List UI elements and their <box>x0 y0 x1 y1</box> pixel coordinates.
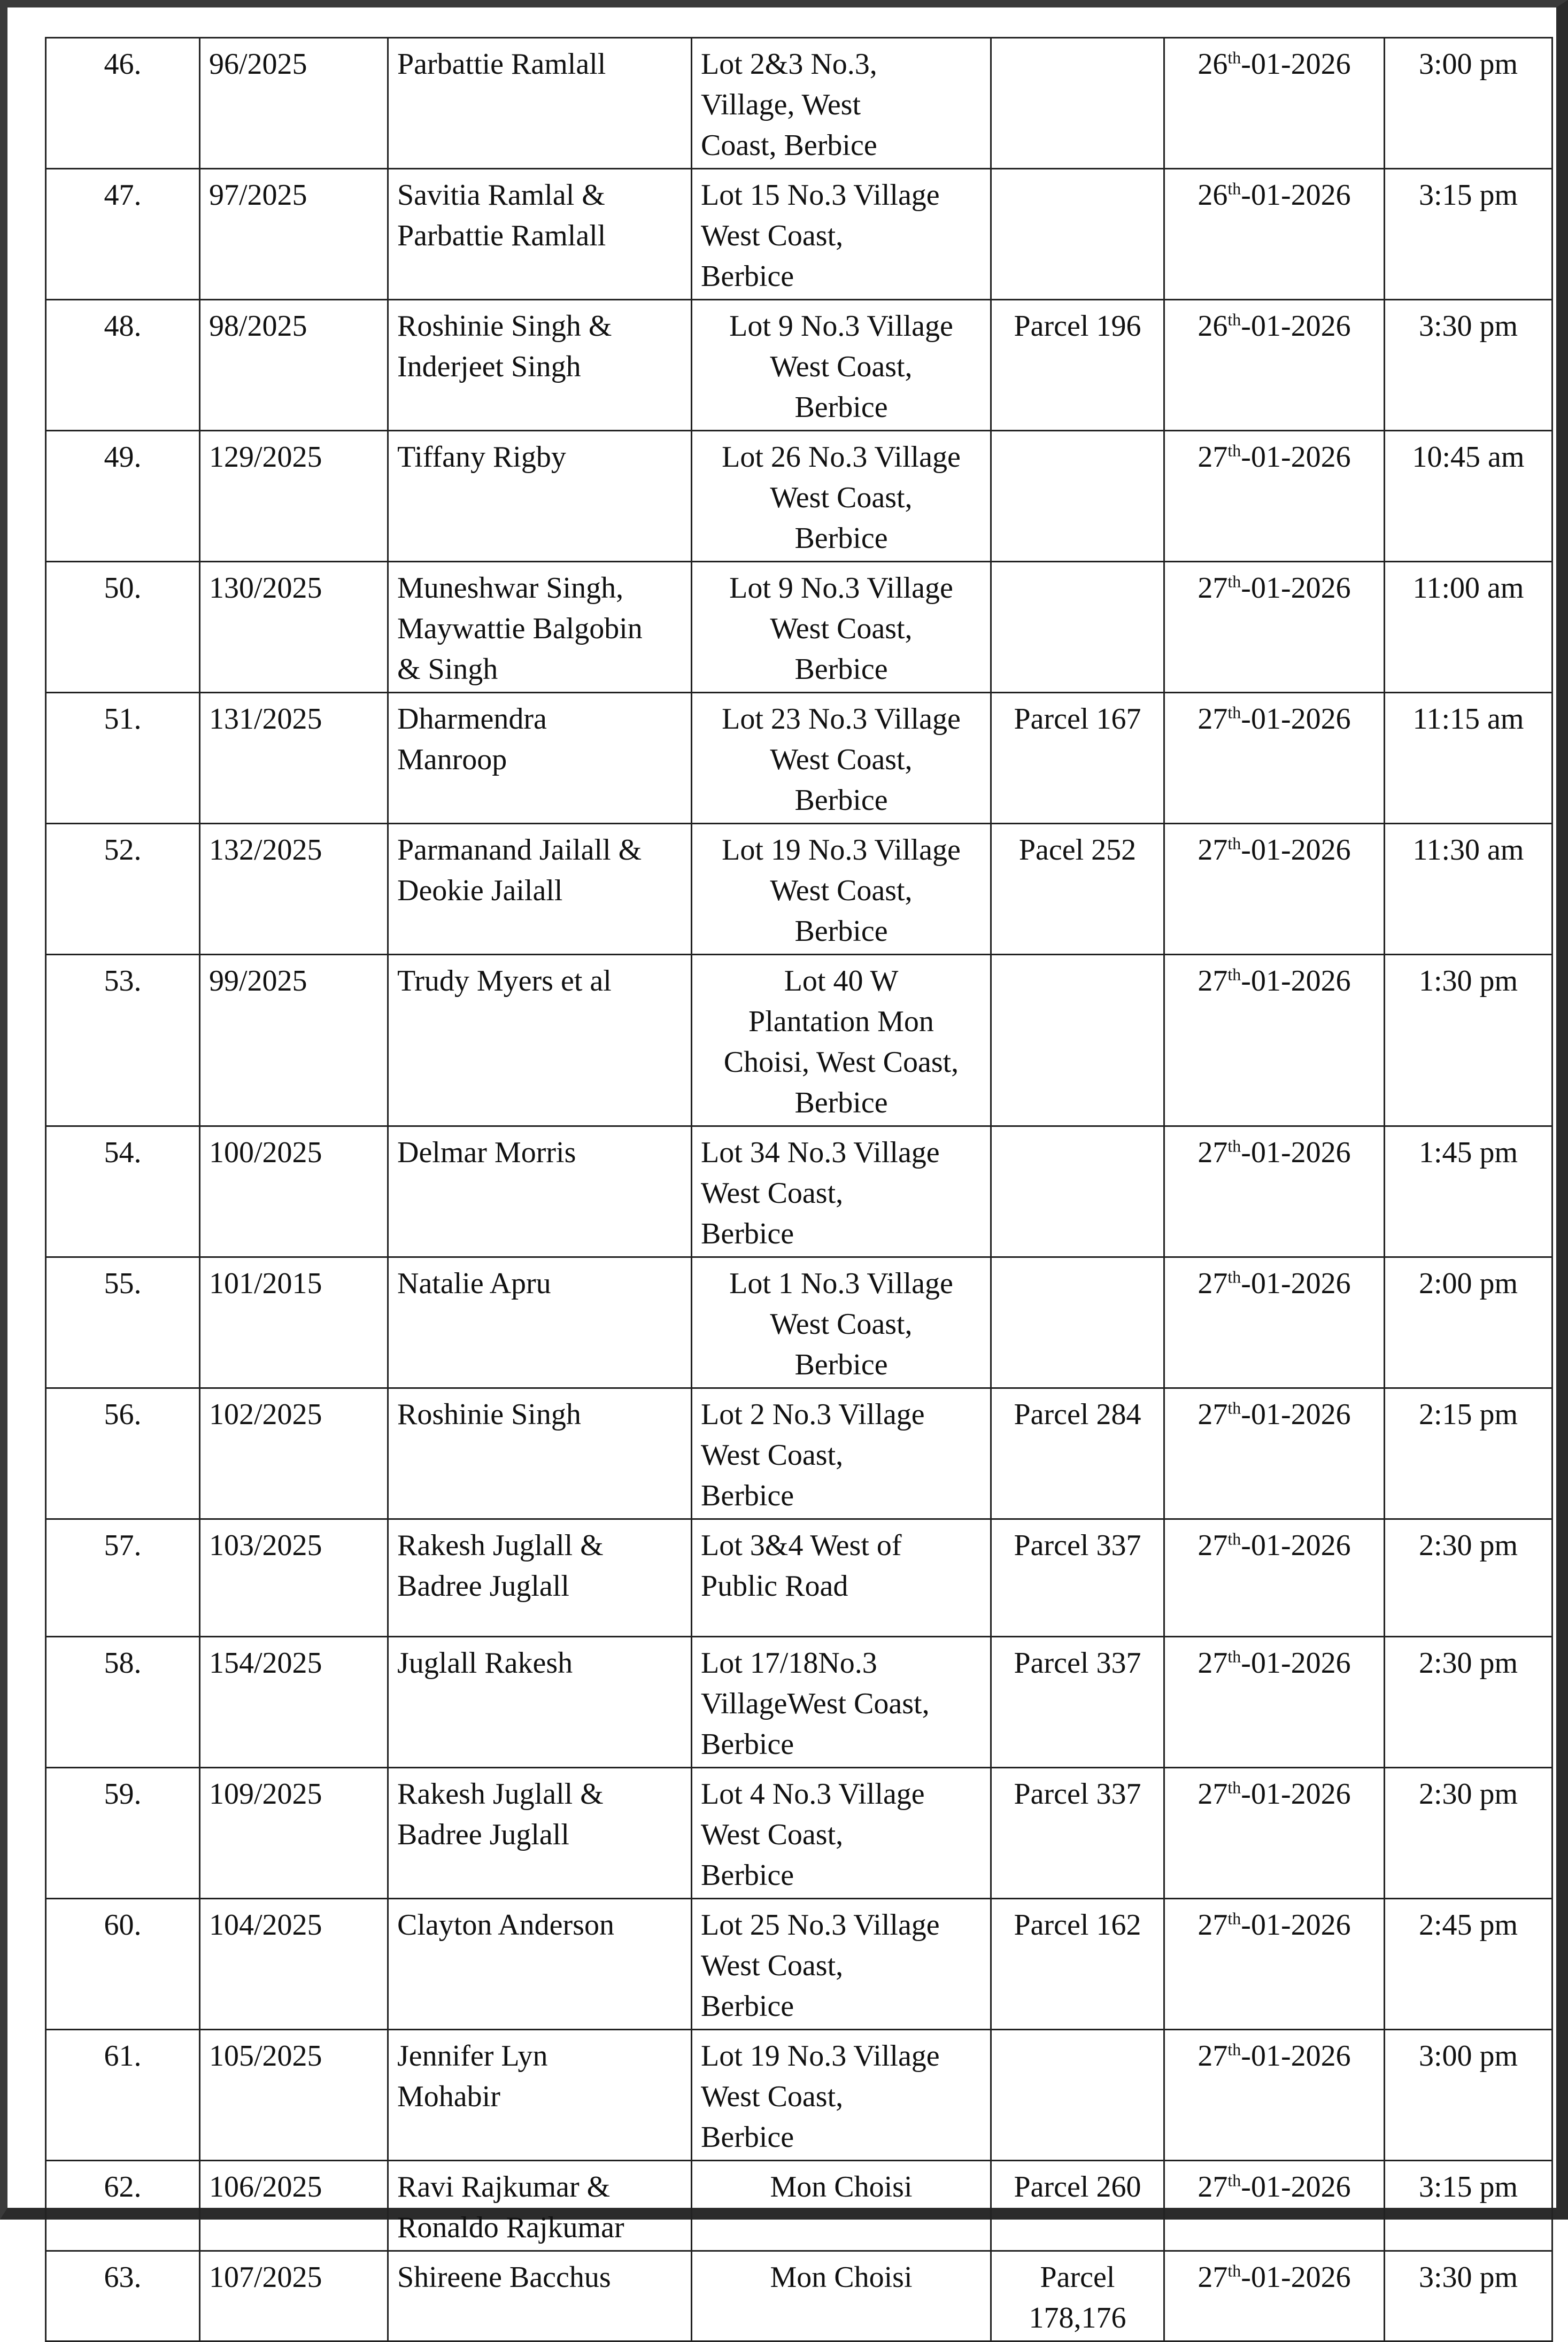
parcel-number <box>991 1899 1164 2030</box>
party-name-line: Tiffany Rigby <box>397 440 566 474</box>
party-name-line: Clayton Anderson <box>397 1908 614 1942</box>
row-number: 48. <box>46 300 200 431</box>
hearing-date <box>1164 1519 1385 1637</box>
property-location-line: Lot 1 No.3 Village <box>729 1267 953 1300</box>
date-ordinal-suffix: th <box>1227 179 1241 198</box>
property-location-line: Lot 19 No.3 Village <box>701 2039 940 2073</box>
party-name-line: Dharmendra <box>397 702 547 736</box>
party-name <box>388 431 692 562</box>
property-location-line: Coast, Berbice <box>701 129 877 162</box>
hearing-date <box>1164 169 1385 300</box>
hearing-time: 2:30 pm <box>1385 1519 1552 1637</box>
parcel-line: Parcel <box>1040 2261 1115 2294</box>
date-ordinal-suffix: th <box>1227 2039 1241 2059</box>
date-day: 27 <box>1198 1647 1228 1680</box>
party-name-line: Maywattie Balgobin <box>397 612 643 645</box>
row-number: 52. <box>46 824 200 955</box>
date-ordinal-suffix: th <box>1227 1777 1241 1797</box>
parcel-line: Parcel 337 <box>1014 1529 1141 1562</box>
property-location-line: Lot 34 No.3 Village <box>701 1136 940 1169</box>
file-number: 98/2025 <box>200 300 388 431</box>
property-location-line: Berbice <box>794 653 888 686</box>
file-number: 103/2025 <box>200 1519 388 1637</box>
party-name <box>388 1126 692 1257</box>
hearing-date <box>1164 1388 1385 1519</box>
date-month-year: -01-2026 <box>1241 702 1351 736</box>
party-name-line: Savitia Ramlal & <box>397 179 605 212</box>
parcel-number <box>991 1388 1164 1519</box>
property-location <box>692 955 991 1126</box>
row-number: 55. <box>46 1257 200 1388</box>
property-location-line: West Coast, <box>701 219 844 252</box>
hearing-date <box>1164 1126 1385 1257</box>
file-number: 106/2025 <box>200 2161 388 2251</box>
party-name <box>388 955 692 1126</box>
property-location-line: West Coast, <box>701 1818 844 1851</box>
party-name <box>388 1637 692 1768</box>
property-location-line: West Coast, <box>770 350 913 383</box>
property-location-line: Berbice <box>794 915 888 948</box>
property-location <box>692 1388 991 1519</box>
parcel-line: Parcel 337 <box>1014 1777 1141 1811</box>
date-day: 27 <box>1198 1267 1228 1300</box>
date-day: 27 <box>1198 440 1228 474</box>
property-location-line: Lot 2 No.3 Village <box>701 1398 925 1431</box>
property-location <box>692 1126 991 1257</box>
property-location-line: Berbice <box>794 522 888 555</box>
date-ordinal-suffix: th <box>1227 440 1241 460</box>
property-location-line: Lot 40 W <box>784 964 899 998</box>
date-day: 27 <box>1198 1908 1228 1942</box>
property-location-line: Village, West <box>701 88 861 121</box>
property-location <box>692 1257 991 1388</box>
file-number: 102/2025 <box>200 1388 388 1519</box>
date-month-year: -01-2026 <box>1241 179 1351 212</box>
date-month-year: -01-2026 <box>1241 1777 1351 1811</box>
file-number: 99/2025 <box>200 955 388 1126</box>
hearing-schedule-table <box>45 37 1553 2342</box>
parcel-number <box>991 1768 1164 1899</box>
file-number: 107/2025 <box>200 2251 388 2341</box>
date-month-year: -01-2026 <box>1241 2039 1351 2073</box>
row-number: 60. <box>46 1899 200 2030</box>
party-name <box>388 2251 692 2341</box>
date-month-year: -01-2026 <box>1241 571 1351 605</box>
date-ordinal-suffix: th <box>1227 310 1241 329</box>
hearing-date <box>1164 1637 1385 1768</box>
table-row <box>46 38 1552 169</box>
row-number: 57. <box>46 1519 200 1637</box>
property-location-line: West Coast, <box>701 1949 844 1982</box>
table-row <box>46 824 1552 955</box>
property-location-line: Berbice <box>794 784 888 817</box>
property-location-line: Mon Choisi <box>770 2261 913 2294</box>
file-number: 132/2025 <box>200 824 388 955</box>
property-location <box>692 2251 991 2341</box>
property-location-line: Lot 15 No.3 Village <box>701 179 940 212</box>
hearing-time: 3:00 pm <box>1385 2030 1552 2161</box>
date-month-year: -01-2026 <box>1241 1647 1351 1680</box>
parcel-number <box>991 300 1164 431</box>
hearing-date <box>1164 693 1385 824</box>
date-day: 27 <box>1198 702 1228 736</box>
date-month-year: -01-2026 <box>1241 2261 1351 2294</box>
property-location-line: Berbice <box>701 1479 794 1512</box>
party-name <box>388 562 692 693</box>
property-location-line: West Coast, <box>770 1308 913 1341</box>
party-name-line: Juglall Rakesh <box>397 1647 573 1680</box>
file-number: 96/2025 <box>200 38 388 169</box>
property-location-line: Lot 4 No.3 Village <box>701 1777 925 1811</box>
property-location-line: Berbice <box>701 2121 794 2154</box>
property-location-line: Lot 26 No.3 Village <box>722 440 961 474</box>
parcel-line: Parcel 196 <box>1014 310 1141 343</box>
property-location-line: Choisi, West Coast, <box>723 1046 959 1079</box>
table-row <box>46 1126 1552 1257</box>
file-number: 109/2025 <box>200 1768 388 1899</box>
property-location-line: West Coast, <box>701 1439 844 1472</box>
hearing-time: 11:30 am <box>1385 824 1552 955</box>
party-name-line: Parbattie Ramlall <box>397 219 606 252</box>
party-name <box>388 38 692 169</box>
property-location <box>692 1768 991 1899</box>
party-name-line: Deokie Jailall <box>397 874 563 907</box>
hearing-date <box>1164 300 1385 431</box>
party-name-line: Mohabir <box>397 2080 500 2113</box>
date-month-year: -01-2026 <box>1241 1136 1351 1169</box>
property-location <box>692 2030 991 2161</box>
property-location <box>692 1519 991 1637</box>
hearing-date <box>1164 2161 1385 2251</box>
parcel-line: Parcel 260 <box>1014 2170 1141 2204</box>
date-day: 27 <box>1198 2170 1228 2204</box>
party-name-line: Badree Juglall <box>397 1818 569 1851</box>
party-name <box>388 2030 692 2161</box>
table-row <box>46 1637 1552 1768</box>
property-location-line: West Coast, <box>701 1177 844 1210</box>
date-day: 27 <box>1198 2039 1228 2073</box>
date-ordinal-suffix: th <box>1227 1136 1241 1156</box>
table-row <box>46 2161 1552 2251</box>
party-name-line: Shireene Bacchus <box>397 2261 611 2294</box>
file-number: 130/2025 <box>200 562 388 693</box>
hearing-time: 3:30 pm <box>1385 300 1552 431</box>
party-name-line: Ravi Rajkumar & <box>397 2170 611 2204</box>
row-number: 58. <box>46 1637 200 1768</box>
party-name-line: Roshinie Singh & <box>397 310 612 343</box>
hearing-time: 11:15 am <box>1385 693 1552 824</box>
date-month-year: -01-2026 <box>1241 1267 1351 1300</box>
date-ordinal-suffix: th <box>1227 964 1241 984</box>
date-month-year: -01-2026 <box>1241 440 1351 474</box>
table-row <box>46 300 1552 431</box>
hearing-time: 1:45 pm <box>1385 1126 1552 1257</box>
parcel-line: Parcel 162 <box>1014 1908 1141 1942</box>
hearing-date <box>1164 38 1385 169</box>
table-row <box>46 562 1552 693</box>
table-row <box>46 2030 1552 2161</box>
property-location <box>692 2161 991 2251</box>
parcel-line: Parcel 337 <box>1014 1647 1141 1680</box>
date-day: 27 <box>1198 1398 1228 1431</box>
table-body <box>46 38 1552 2341</box>
file-number: 104/2025 <box>200 1899 388 2030</box>
date-ordinal-suffix: th <box>1227 1398 1241 1418</box>
hearing-time: 2:30 pm <box>1385 1637 1552 1768</box>
file-number: 131/2025 <box>200 693 388 824</box>
party-name-line: Jennifer Lyn <box>397 2039 548 2073</box>
hearing-time: 3:30 pm <box>1385 2251 1552 2341</box>
row-number: 49. <box>46 431 200 562</box>
party-name-line: Badree Juglall <box>397 1570 569 1603</box>
hearing-time: 3:15 pm <box>1385 2161 1552 2251</box>
date-day: 27 <box>1198 2261 1228 2294</box>
party-name-line: Ronaldo Rajkumar <box>397 2211 624 2244</box>
party-name <box>388 2161 692 2251</box>
parcel-number <box>991 169 1164 300</box>
hearing-time: 10:45 am <box>1385 431 1552 562</box>
property-location-line: Lot 3&4 West of <box>701 1529 902 1562</box>
date-ordinal-suffix: th <box>1227 2170 1241 2190</box>
party-name-line: Inderjeet Singh <box>397 350 581 383</box>
row-number: 54. <box>46 1126 200 1257</box>
property-location-line: Berbice <box>701 260 794 293</box>
row-number: 61. <box>46 2030 200 2161</box>
date-day: 27 <box>1198 964 1228 998</box>
hearing-date <box>1164 955 1385 1126</box>
hearing-date <box>1164 824 1385 955</box>
row-number: 53. <box>46 955 200 1126</box>
table-row <box>46 1899 1552 2030</box>
date-month-year: -01-2026 <box>1241 1398 1351 1431</box>
parcel-number <box>991 955 1164 1126</box>
property-location-line: Berbice <box>701 1728 794 1761</box>
parcel-number <box>991 1519 1164 1637</box>
parcel-number <box>991 1257 1164 1388</box>
property-location <box>692 693 991 824</box>
parcel-number <box>991 431 1164 562</box>
row-number: 51. <box>46 693 200 824</box>
date-ordinal-suffix: th <box>1227 1908 1241 1928</box>
party-name-line: Manroop <box>397 743 507 776</box>
date-day: 27 <box>1198 1136 1228 1169</box>
hearing-time: 1:30 pm <box>1385 955 1552 1126</box>
date-month-year: -01-2026 <box>1241 2170 1351 2204</box>
date-ordinal-suffix: th <box>1227 571 1241 591</box>
file-number: 97/2025 <box>200 169 388 300</box>
table-row <box>46 431 1552 562</box>
hearing-date <box>1164 1899 1385 2030</box>
date-ordinal-suffix: th <box>1227 702 1241 722</box>
table-row <box>46 2251 1552 2341</box>
date-ordinal-suffix: th <box>1227 1267 1241 1287</box>
row-number: 62. <box>46 2161 200 2251</box>
party-name-line: Rakesh Juglall & <box>397 1777 604 1811</box>
party-name-line: Roshinie Singh <box>397 1398 581 1431</box>
hearing-time: 3:00 pm <box>1385 38 1552 169</box>
party-name <box>388 300 692 431</box>
parcel-number <box>991 2030 1164 2161</box>
table-row <box>46 1519 1552 1637</box>
property-location <box>692 1899 991 2030</box>
date-day: 27 <box>1198 833 1228 867</box>
date-day: 26 <box>1198 48 1228 81</box>
party-name <box>388 693 692 824</box>
party-name-line: Delmar Morris <box>397 1136 576 1169</box>
parcel-number <box>991 562 1164 693</box>
party-name <box>388 1257 692 1388</box>
property-location-line: Public Road <box>701 1570 848 1603</box>
property-location <box>692 824 991 955</box>
property-location-line: Lot 17/18No.3 <box>701 1647 877 1680</box>
hearing-date <box>1164 431 1385 562</box>
property-location-line: Lot 2&3 No.3, <box>701 48 877 81</box>
parcel-number <box>991 2161 1164 2251</box>
parcel-line: 178,176 <box>1029 2301 1126 2335</box>
hearing-date <box>1164 1768 1385 1899</box>
property-location-line: Berbice <box>701 1990 794 2023</box>
parcel-number <box>991 2251 1164 2341</box>
party-name-line: Muneshwar Singh, <box>397 571 624 605</box>
party-name-line: Rakesh Juglall & <box>397 1529 604 1562</box>
hearing-time: 2:00 pm <box>1385 1257 1552 1388</box>
date-month-year: -01-2026 <box>1241 310 1351 343</box>
party-name <box>388 1519 692 1637</box>
property-location-line: West Coast, <box>770 743 913 776</box>
parcel-line: Pacel 252 <box>1018 833 1137 867</box>
property-location-line: Plantation Mon <box>748 1005 934 1038</box>
property-location-line: Berbice <box>794 1086 888 1119</box>
date-ordinal-suffix: th <box>1227 833 1241 853</box>
parcel-number <box>991 1637 1164 1768</box>
property-location-line: West Coast, <box>770 612 913 645</box>
date-day: 27 <box>1198 1777 1228 1811</box>
hearing-time: 2:45 pm <box>1385 1899 1552 2030</box>
party-name <box>388 1388 692 1519</box>
hearing-time: 2:15 pm <box>1385 1388 1552 1519</box>
date-day: 27 <box>1198 571 1228 605</box>
file-number: 129/2025 <box>200 431 388 562</box>
row-number: 56. <box>46 1388 200 1519</box>
file-number: 100/2025 <box>200 1126 388 1257</box>
property-location-line: VillageWest Coast, <box>701 1687 930 1720</box>
table-row <box>46 1257 1552 1388</box>
row-number: 59. <box>46 1768 200 1899</box>
date-month-year: -01-2026 <box>1241 833 1351 867</box>
parcel-number <box>991 1126 1164 1257</box>
date-ordinal-suffix: th <box>1227 2261 1241 2281</box>
row-number: 47. <box>46 169 200 300</box>
date-day: 26 <box>1198 179 1228 212</box>
table-row <box>46 169 1552 300</box>
parcel-line: Parcel 167 <box>1014 702 1141 736</box>
property-location-line: Berbice <box>701 1859 794 1892</box>
parcel-line: Parcel 284 <box>1014 1398 1141 1431</box>
file-number: 105/2025 <box>200 2030 388 2161</box>
date-ordinal-suffix: th <box>1227 1647 1241 1666</box>
party-name <box>388 1768 692 1899</box>
property-location-line: West Coast, <box>770 481 913 514</box>
property-location <box>692 431 991 562</box>
date-ordinal-suffix: th <box>1227 48 1241 67</box>
date-ordinal-suffix: th <box>1227 1529 1241 1549</box>
party-name <box>388 1899 692 2030</box>
property-location-line: Lot 25 No.3 Village <box>701 1908 940 1942</box>
date-month-year: -01-2026 <box>1241 1529 1351 1562</box>
property-location-line: Berbice <box>794 1348 888 1381</box>
party-name-line: Trudy Myers et al <box>397 964 612 998</box>
parcel-number <box>991 693 1164 824</box>
date-month-year: -01-2026 <box>1241 964 1351 998</box>
property-location <box>692 38 991 169</box>
party-name-line: & Singh <box>397 653 498 686</box>
date-day: 26 <box>1198 310 1228 343</box>
hearing-time: 3:15 pm <box>1385 169 1552 300</box>
date-month-year: -01-2026 <box>1241 1908 1351 1942</box>
property-location <box>692 300 991 431</box>
date-day: 27 <box>1198 1529 1228 1562</box>
property-location-line: Berbice <box>701 1217 794 1250</box>
hearing-time: 2:30 pm <box>1385 1768 1552 1899</box>
parcel-number <box>991 38 1164 169</box>
property-location <box>692 1637 991 1768</box>
hearing-date <box>1164 2251 1385 2341</box>
table-row <box>46 1388 1552 1519</box>
property-location <box>692 562 991 693</box>
table-row <box>46 955 1552 1126</box>
row-number: 50. <box>46 562 200 693</box>
property-location-line: Berbice <box>794 391 888 424</box>
property-location <box>692 169 991 300</box>
row-number: 63. <box>46 2251 200 2341</box>
party-name <box>388 824 692 955</box>
hearing-date <box>1164 1257 1385 1388</box>
hearing-date <box>1164 2030 1385 2161</box>
property-location-line: Lot 9 No.3 Village <box>729 571 953 605</box>
table-row <box>46 693 1552 824</box>
parcel-number <box>991 824 1164 955</box>
property-location-line: West Coast, <box>770 874 913 907</box>
party-name-line: Parbattie Ramlall <box>397 48 606 81</box>
hearing-date <box>1164 562 1385 693</box>
property-location-line: Lot 23 No.3 Village <box>722 702 961 736</box>
property-location-line: Lot 9 No.3 Village <box>729 310 953 343</box>
property-location-line: Lot 19 No.3 Village <box>722 833 961 867</box>
date-month-year: -01-2026 <box>1241 48 1351 81</box>
hearing-time: 11:00 am <box>1385 562 1552 693</box>
property-location-line: West Coast, <box>701 2080 844 2113</box>
file-number: 154/2025 <box>200 1637 388 1768</box>
row-number: 46. <box>46 38 200 169</box>
file-number: 101/2015 <box>200 1257 388 1388</box>
property-location-line: Mon Choisi <box>770 2170 913 2204</box>
party-name-line: Parmanand Jailall & <box>397 833 642 867</box>
party-name <box>388 169 692 300</box>
party-name-line: Natalie Apru <box>397 1267 551 1300</box>
table-row <box>46 1768 1552 1899</box>
